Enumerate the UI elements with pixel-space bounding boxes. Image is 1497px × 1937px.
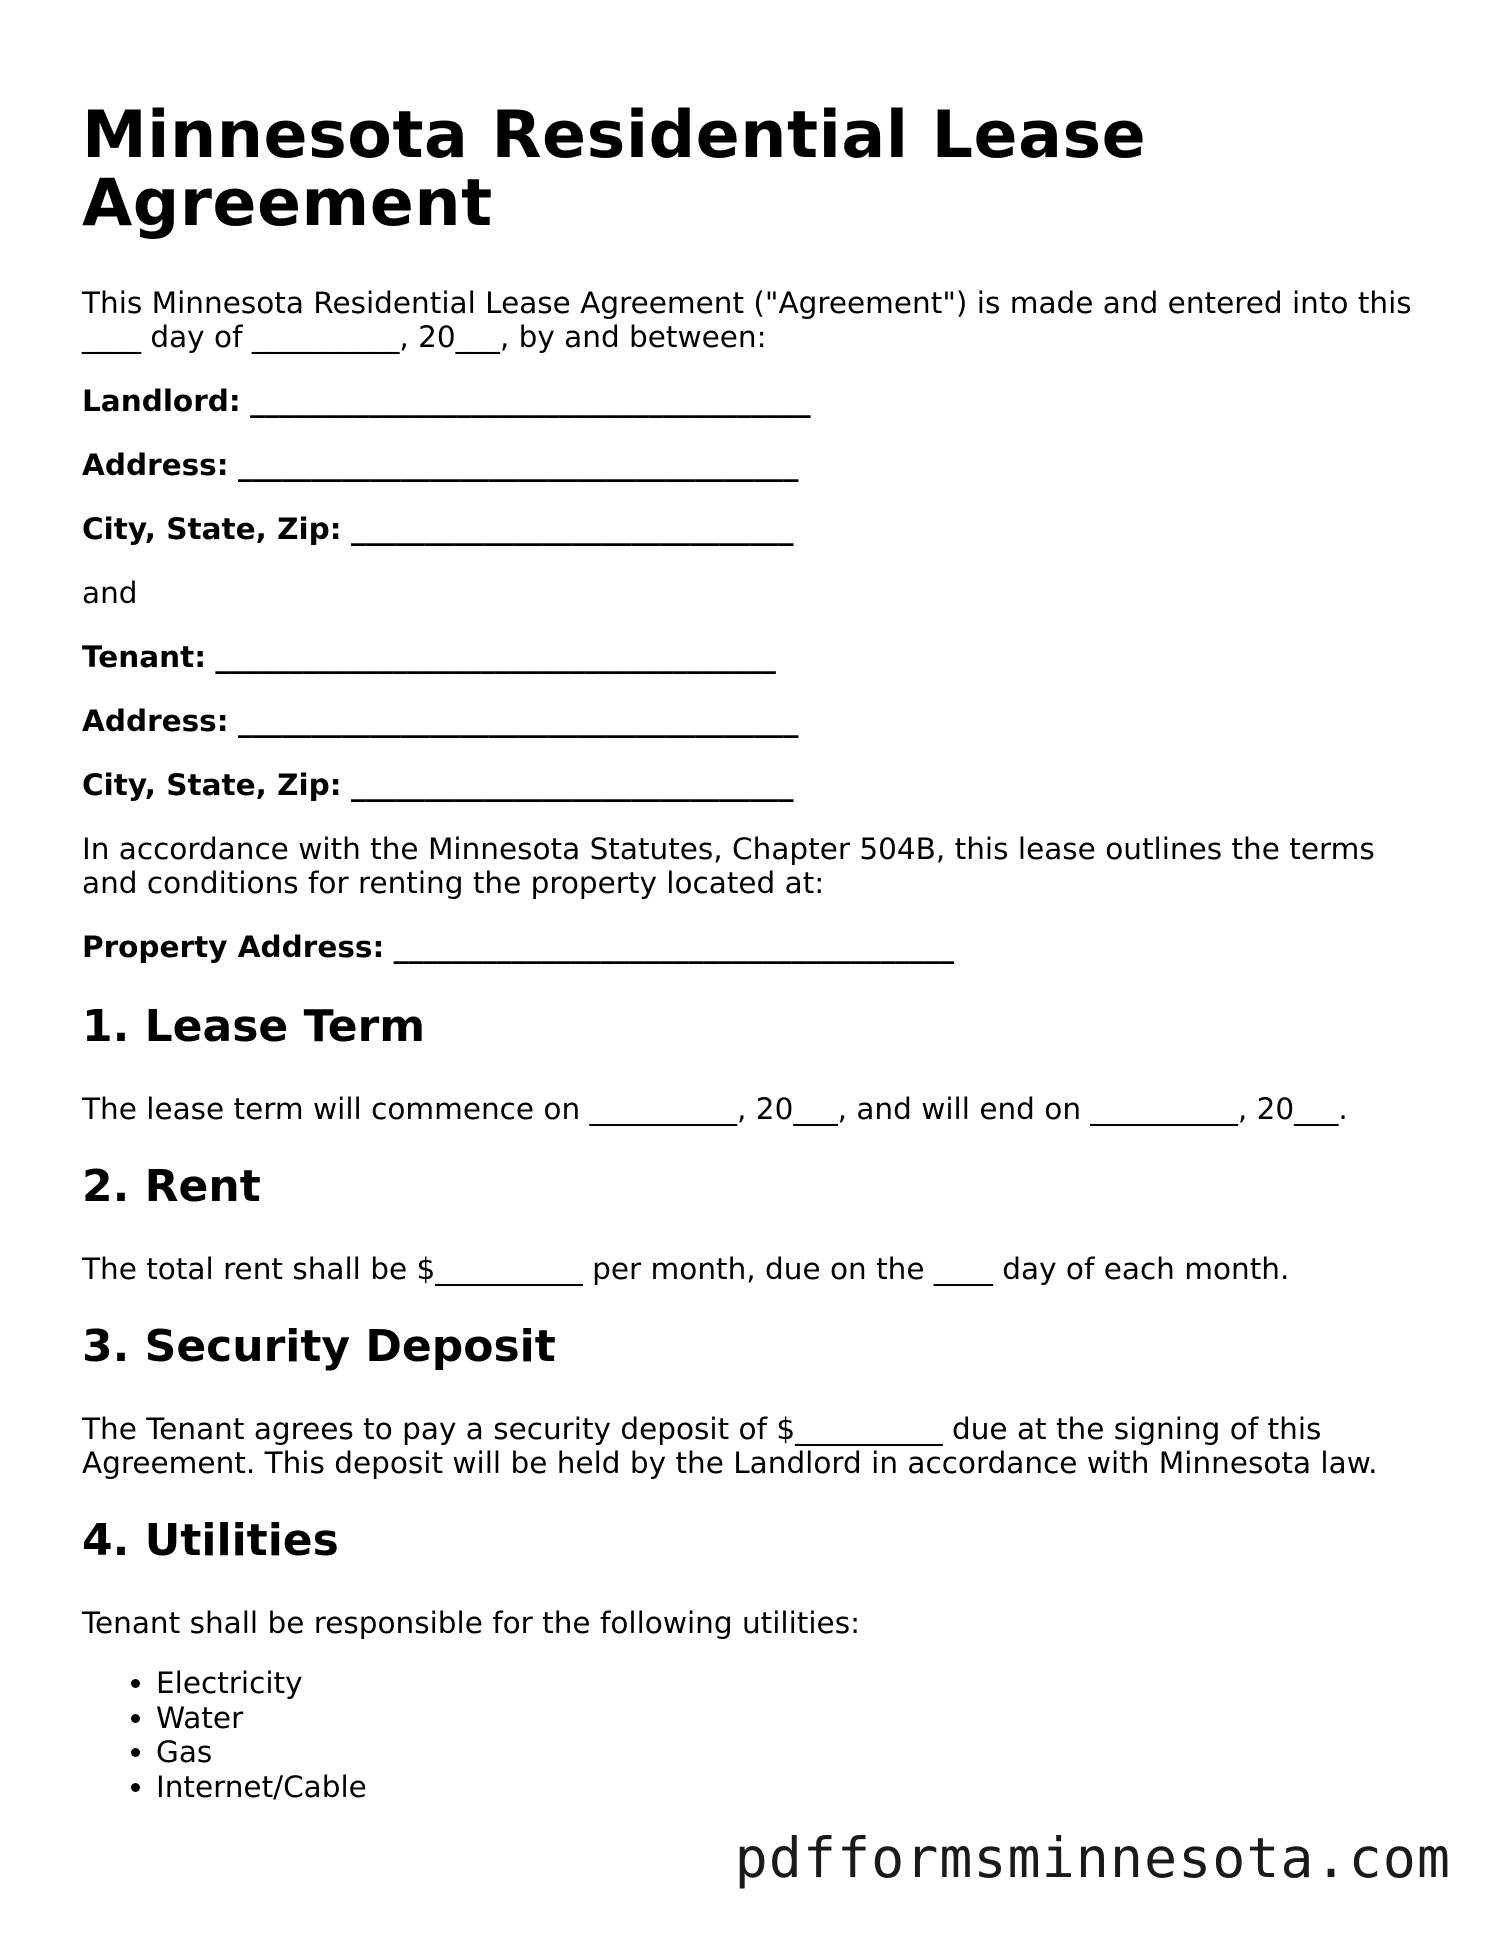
- tenant-address-label: Address:: [82, 704, 229, 738]
- security-deposit-text: The Tenant agrees to pay a security deposit of $__________ due at the signing of this Agreement. This deposit will be held by the Landlord in accordance with Minnesota law.: [82, 1412, 1378, 1480]
- watermark-text: pdfformsminnesota.com: [734, 1826, 1451, 1890]
- landlord-name-label: Landlord:: [82, 384, 241, 418]
- landlord-address-field: [82, 448, 1422, 482]
- tenant-address-blank: ______________________________________: [237, 704, 799, 738]
- list-item: • Water: [156, 1701, 1422, 1736]
- section-heading-rent: 2. Rent: [82, 1161, 261, 1212]
- landlord-address-label: Address:: [82, 448, 229, 482]
- section-heading-lease-term: 1. Lease Term: [82, 1001, 426, 1052]
- tenant-city-state-zip-label: City, State, Zip:: [82, 768, 342, 802]
- section-heading-security-deposit: 3. Security Deposit: [82, 1321, 556, 1372]
- document-title: Minnesota Residential Lease Agreement: [82, 98, 1147, 241]
- tenant-city-state-zip-field: [82, 768, 1422, 802]
- and-text: and: [82, 576, 138, 610]
- property-address-field: [82, 930, 1422, 964]
- document-page: [82, 98, 1422, 1804]
- landlord-address-blank: ______________________________________: [237, 448, 799, 482]
- list-item: • Electricity: [156, 1666, 1422, 1701]
- utilities-list: [82, 1666, 1422, 1804]
- landlord-city-state-zip-blank: ______________________________: [350, 512, 794, 546]
- statutes-paragraph: In accordance with the Minnesota Statutes, Chapter 504B, this lease outlines the terms and conditions for renting the property located at:: [82, 832, 1375, 900]
- tenant-name-field: [82, 640, 1422, 674]
- lease-term-text: The lease term will commence on __________, 20___, and will end on __________, 20___.: [82, 1092, 1348, 1126]
- list-item: • Gas: [156, 1735, 1422, 1770]
- intro-paragraph: This Minnesota Residential Lease Agreement ("Agreement") is made and entered into this ____ day of __________, 20___, by and between:: [82, 286, 1412, 354]
- tenant-address-field: [82, 704, 1422, 738]
- landlord-city-state-zip-field: [82, 512, 1422, 546]
- landlord-name-blank: ______________________________________: [250, 384, 811, 418]
- rent-text: The total rent shall be $__________ per month, due on the ____ day of each month.: [82, 1252, 1290, 1286]
- property-address-label: Property Address:: [82, 930, 385, 964]
- tenant-name-label: Tenant:: [82, 640, 207, 674]
- tenant-name-blank: ______________________________________: [215, 640, 776, 674]
- landlord-name-field: [82, 384, 1422, 418]
- utilities-text: Tenant shall be responsible for the following utilities:: [82, 1606, 861, 1640]
- tenant-city-state-zip-blank: ______________________________: [350, 768, 794, 802]
- list-item: • Internet/Cable: [156, 1770, 1422, 1805]
- section-heading-utilities: 4. Utilities: [82, 1515, 339, 1566]
- property-address-blank: ______________________________________: [393, 930, 955, 964]
- landlord-city-state-zip-label: City, State, Zip:: [82, 512, 342, 546]
